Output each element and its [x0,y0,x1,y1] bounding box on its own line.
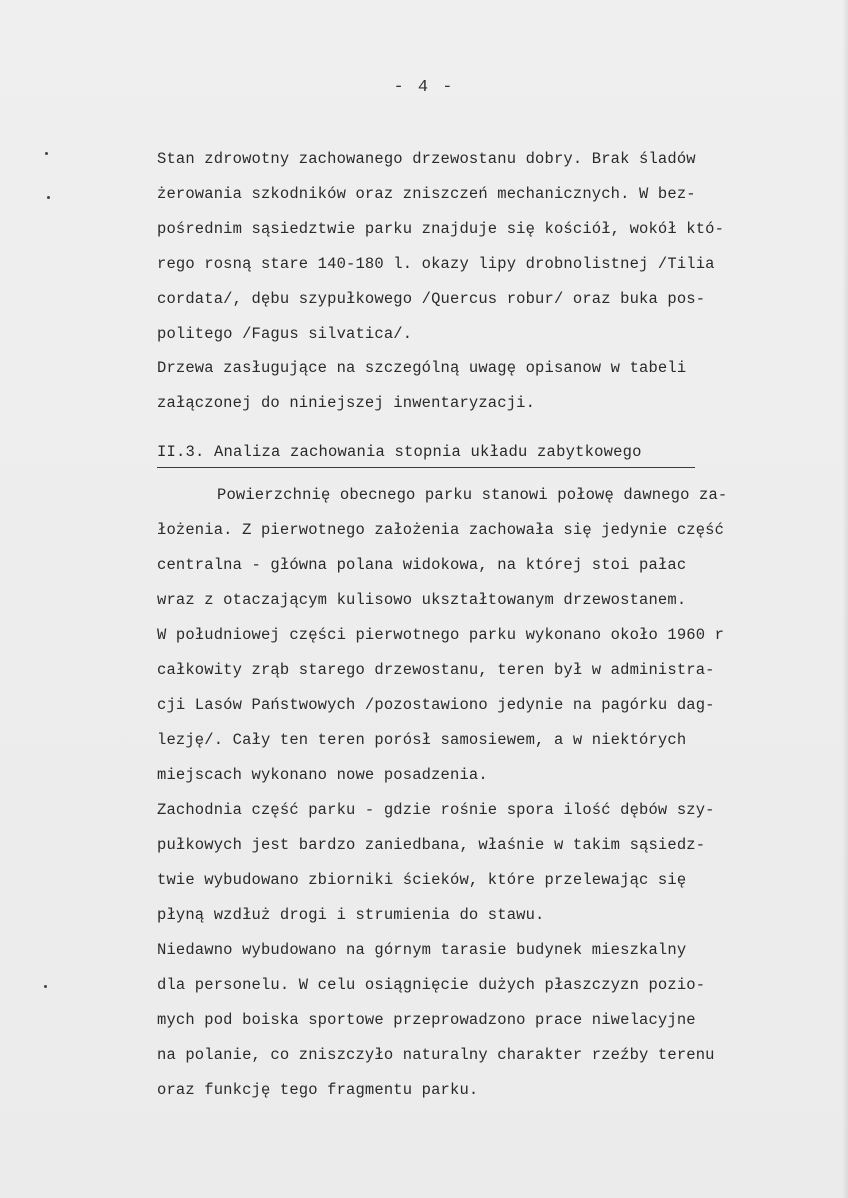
margin-mark [47,196,50,199]
text-line: mych pod boiska sportowe przeprowadzono prace niwelacyjne [157,1011,696,1029]
paragraph-health-condition [157,142,797,352]
scan-edge-shadow [842,0,848,1198]
text-line: Niedawno wybudowano na górnym tarasie budynek mieszkalny [157,941,687,959]
text-line: łożenia. Z pierwotnego założenia zachowała się jedynie część [157,521,725,539]
text-line: Drzewa zasługujące na szczególną uwagę opisanow w tabeli [157,359,687,377]
text-line: W południowej części pierwotnego parku wykonano około 1960 r [157,626,725,644]
paragraph-preservation-analysis [157,478,797,1108]
text-line: cordata/, dębu szypułkowego /Quercus robur/ oraz buka pos- [157,290,706,308]
page-number: - 4 - [393,78,455,97]
margin-mark [45,152,48,155]
text-line: Zachodnia część parku - gdzie rośnie spora ilość dębów szy- [157,801,715,819]
text-line: Powierzchnię obecnego parku stanowi połowę dawnego za- [217,486,728,504]
text-line: twie wybudowano zbiorniki ścieków, które przelewając się [157,871,687,889]
text-line: lezję/. Cały ten teren porósł samosiewem, a w niektórych [157,731,687,749]
text-line: Stan zdrowotny zachowanego drzewostanu dobry. Brak śladów [157,150,696,168]
text-line: miejscach wykonano nowe posadzenia. [157,766,488,784]
text-line: rego rosną stare 140-180 l. okazy lipy drobnolistnej /Tilia [157,255,715,273]
text-line: załączonej do niniejszej inwentaryzacji. [157,394,536,412]
text-line: oraz funkcję tego fragmentu parku. [157,1081,479,1099]
text-line: politego /Fagus silvatica/. [157,325,413,343]
text-line: płyną wzdłuż drogi i strumienia do stawu. [157,906,545,924]
text-line: centralna - główna polana widokowa, na której stoi pałac [157,556,687,574]
text-line: żerowania szkodników oraz zniszczeń mechanicznych. W bez- [157,185,696,203]
text-line: cji Lasów Państwowych /pozostawiono jedynie na pagórku dag- [157,696,715,714]
text-line: pułkowych jest bardzo zaniedbana, właśnie w takim sąsiedz- [157,836,706,854]
text-line: dla personelu. W celu osiągnięcie dużych płaszczyzn pozio- [157,976,706,994]
section-heading: II.3. Analiza zachowania stopnia układu zabytkowego [157,443,642,461]
text-line: całkowity zrąb starego drzewostanu, teren był w administra- [157,661,715,679]
text-line: wraz z otaczającym kulisowo ukształtowanym drzewostanem. [157,591,687,609]
margin-mark [44,985,47,988]
paragraph-notable-trees [157,351,797,421]
text-line: pośrednim sąsiedztwie parku znajduje się kościół, wokół któ- [157,220,725,238]
heading-underline [157,467,695,468]
text-line: na polanie, co zniszczyło naturalny charakter rzeźby terenu [157,1046,715,1064]
